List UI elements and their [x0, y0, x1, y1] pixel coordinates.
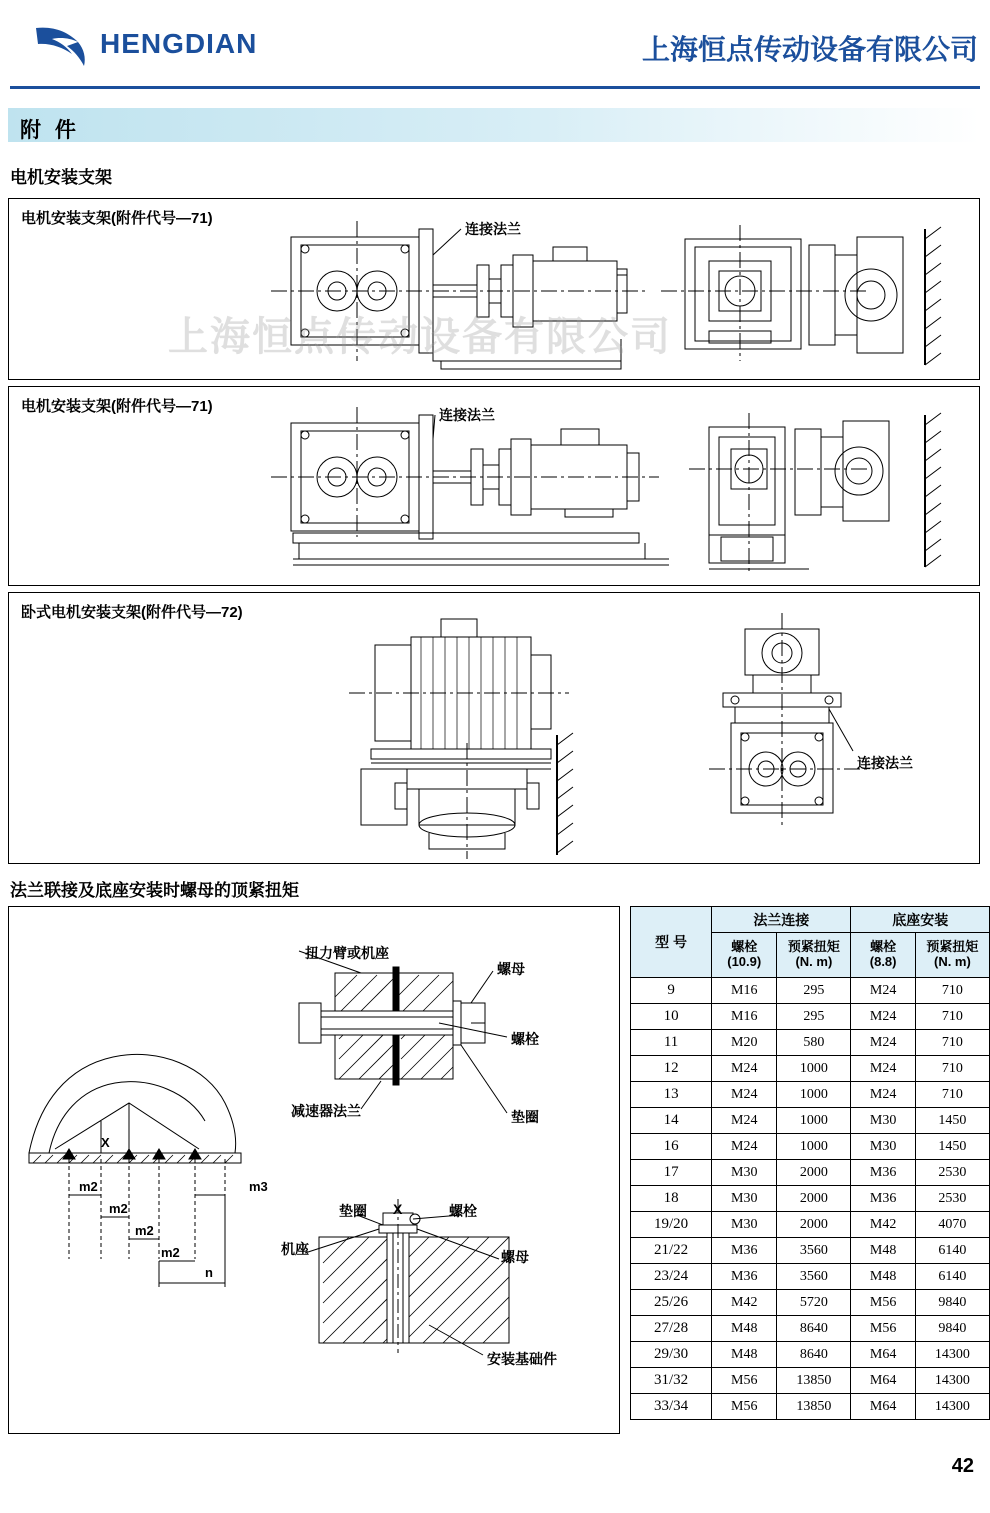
cell-flange-bolt: M36: [712, 1238, 777, 1264]
cell-flange-bolt: M48: [712, 1316, 777, 1342]
cell-base-bolt: M64: [851, 1368, 915, 1394]
table-row: [631, 1056, 990, 1082]
header-base-group: 底座安装: [851, 907, 990, 933]
table-row: [631, 1082, 990, 1108]
subtitle-torque: 法兰联接及底座安装时螺母的顶紧扭矩: [10, 881, 299, 900]
cell-base-torque: 710: [915, 1004, 989, 1030]
cell-base-bolt: M64: [851, 1394, 915, 1420]
cell-base-bolt: M56: [851, 1316, 915, 1342]
cell-base-torque: 14300: [915, 1368, 989, 1394]
cell-base-torque: 9840: [915, 1290, 989, 1316]
table-row: [631, 1264, 990, 1290]
cell-base-torque: 710: [915, 1056, 989, 1082]
cell-model: 18: [631, 1186, 712, 1212]
callout-x-mark: X: [393, 1201, 403, 1217]
table-row: [631, 1212, 990, 1238]
table-row: [631, 1368, 990, 1394]
cell-flange-torque: 8640: [777, 1342, 851, 1368]
cell-base-torque: 6140: [915, 1238, 989, 1264]
cell-model: 25/26: [631, 1290, 712, 1316]
table-row: [631, 1394, 990, 1420]
figure-horizontal-motor-bracket-72: [8, 592, 980, 864]
cell-model: 10: [631, 1004, 712, 1030]
callout-torque-arm: 扭力臂或机座: [305, 945, 389, 961]
cell-flange-bolt: M30: [712, 1212, 777, 1238]
cell-model: 19/20: [631, 1212, 712, 1238]
cell-model: 11: [631, 1030, 712, 1056]
torque-table: [630, 906, 990, 1420]
cell-base-torque: 2530: [915, 1160, 989, 1186]
cell-flange-torque: 13850: [777, 1368, 851, 1394]
cell-flange-bolt: M42: [712, 1290, 777, 1316]
table-row: [631, 1160, 990, 1186]
cell-flange-torque: 295: [777, 1004, 851, 1030]
header-bolt-88: 螺栓 (8.8): [851, 933, 915, 978]
figure-label: 卧式电机安装支架(附件代号—72): [21, 604, 243, 621]
table-row: [631, 1238, 990, 1264]
subtitle-motor-bracket: 电机安装支架: [10, 168, 112, 187]
cell-flange-bolt: M30: [712, 1186, 777, 1212]
cell-base-bolt: M64: [851, 1342, 915, 1368]
cell-flange-bolt: M48: [712, 1342, 777, 1368]
cell-model: 27/28: [631, 1316, 712, 1342]
figure-motor-bracket-71-b: [8, 386, 980, 586]
cell-base-bolt: M24: [851, 978, 915, 1004]
dimension-x: X: [101, 1135, 110, 1150]
figure-3-drawing: [9, 593, 980, 864]
cell-base-torque: 710: [915, 1030, 989, 1056]
cell-model: 12: [631, 1056, 712, 1082]
page-number: 42: [951, 1455, 974, 1477]
cell-flange-torque: 3560: [777, 1264, 851, 1290]
cell-base-bolt: M48: [851, 1264, 915, 1290]
cell-base-bolt: M56: [851, 1290, 915, 1316]
callout-connection-flange: 连接法兰: [857, 755, 913, 771]
cell-model: 14: [631, 1108, 712, 1134]
cell-flange-torque: 5720: [777, 1290, 851, 1316]
cell-model: 13: [631, 1082, 712, 1108]
cell-base-bolt: M30: [851, 1134, 915, 1160]
dimension-n: n: [205, 1265, 213, 1280]
cell-model: 17: [631, 1160, 712, 1186]
callout-bolt-2: 螺栓: [449, 1203, 477, 1219]
header-divider: [10, 86, 980, 89]
cell-flange-bolt: M24: [712, 1056, 777, 1082]
cell-base-torque: 14300: [915, 1394, 989, 1420]
cell-flange-torque: 1000: [777, 1056, 851, 1082]
table-body: [631, 978, 990, 1420]
cell-base-torque: 14300: [915, 1342, 989, 1368]
cell-model: 16: [631, 1134, 712, 1160]
company-name: 上海恒点传动设备有限公司: [641, 34, 978, 65]
brand-text: HENGDIAN: [100, 28, 258, 59]
section-title: 附 件: [20, 119, 80, 142]
callout-bolt: 螺栓: [511, 1031, 539, 1047]
cell-flange-bolt: M16: [712, 978, 777, 1004]
header-flange-torque: 预紧扭矩 (N. m): [777, 933, 851, 978]
cell-model: 21/22: [631, 1238, 712, 1264]
cell-flange-torque: 2000: [777, 1160, 851, 1186]
cell-flange-bolt: M56: [712, 1368, 777, 1394]
cell-base-bolt: M36: [851, 1186, 915, 1212]
cell-flange-bolt: M24: [712, 1082, 777, 1108]
table-row: [631, 1342, 990, 1368]
figure-label: 电机安装支架(附件代号—71): [21, 210, 213, 227]
table-row: [631, 1290, 990, 1316]
callout-foundation: 安装基础件: [487, 1351, 557, 1367]
callout-washer: 垫圈: [511, 1109, 539, 1125]
cell-flange-torque: 3560: [777, 1238, 851, 1264]
cell-flange-torque: 2000: [777, 1186, 851, 1212]
callout-washer-2: 垫圈: [339, 1203, 367, 1219]
table-row: [631, 1004, 990, 1030]
table-header: [631, 907, 990, 978]
watermark-text: 上海恒点传动设备有限公司: [168, 315, 672, 359]
cell-flange-bolt: M20: [712, 1030, 777, 1056]
cell-flange-torque: 8640: [777, 1316, 851, 1342]
header-model: 型 号: [631, 907, 712, 978]
cell-base-torque: 710: [915, 1082, 989, 1108]
table-row: [631, 1316, 990, 1342]
callout-base: 机座: [281, 1241, 309, 1257]
cell-base-bolt: M30: [851, 1108, 915, 1134]
cell-flange-bolt: M24: [712, 1134, 777, 1160]
cell-base-torque: 1450: [915, 1108, 989, 1134]
section-title-bar: [8, 108, 980, 142]
header-bolt-109: 螺栓 (10.9): [712, 933, 777, 978]
cell-flange-torque: 2000: [777, 1212, 851, 1238]
cell-flange-bolt: M16: [712, 1004, 777, 1030]
cell-base-torque: 9840: [915, 1316, 989, 1342]
cell-base-torque: 2530: [915, 1186, 989, 1212]
dimension-m2-c: m2: [135, 1223, 154, 1238]
cell-model: 31/32: [631, 1368, 712, 1394]
cell-model: 9: [631, 978, 712, 1004]
figure-motor-bracket-71-a: [8, 198, 980, 380]
cell-base-bolt: M24: [851, 1004, 915, 1030]
cell-base-bolt: M42: [851, 1212, 915, 1238]
table-row: [631, 978, 990, 1004]
cell-flange-bolt: M36: [712, 1264, 777, 1290]
table-row: [631, 1030, 990, 1056]
cell-model: 33/34: [631, 1394, 712, 1420]
callout-nut-2: 螺母: [501, 1249, 529, 1265]
dimension-m3: m3: [249, 1179, 268, 1194]
dimension-m2-b: m2: [109, 1201, 128, 1216]
cell-flange-torque: 13850: [777, 1394, 851, 1420]
cell-flange-torque: 295: [777, 978, 851, 1004]
cell-base-torque: 6140: [915, 1264, 989, 1290]
cell-base-bolt: M24: [851, 1082, 915, 1108]
callout-connection-flange: 连接法兰: [439, 407, 495, 423]
cell-model: 29/30: [631, 1342, 712, 1368]
cell-model: 23/24: [631, 1264, 712, 1290]
cell-flange-bolt: M24: [712, 1108, 777, 1134]
header-flange-group: 法兰连接: [712, 907, 851, 933]
header-base-torque: 预紧扭矩 (N. m): [915, 933, 989, 978]
dimension-m2-d: m2: [161, 1245, 180, 1260]
cell-flange-torque: 1000: [777, 1134, 851, 1160]
cell-base-bolt: M48: [851, 1238, 915, 1264]
cell-base-bolt: M24: [851, 1056, 915, 1082]
cell-flange-torque: 580: [777, 1030, 851, 1056]
callout-reducer-flange: 减速器法兰: [291, 1103, 361, 1119]
cell-flange-bolt: M56: [712, 1394, 777, 1420]
cell-flange-torque: 1000: [777, 1108, 851, 1134]
callout-connection-flange: 连接法兰: [465, 221, 521, 237]
page-header: [0, 0, 990, 88]
callout-nut: 螺母: [497, 961, 525, 977]
cell-flange-bolt: M30: [712, 1160, 777, 1186]
figure-label: 电机安装支架(附件代号—71): [21, 398, 213, 415]
cell-flange-torque: 1000: [777, 1082, 851, 1108]
cell-base-torque: 4070: [915, 1212, 989, 1238]
table-row: [631, 1134, 990, 1160]
table-row: [631, 1108, 990, 1134]
dimension-m2-a: m2: [79, 1179, 98, 1194]
cell-base-bolt: M24: [851, 1030, 915, 1056]
cell-base-torque: 1450: [915, 1134, 989, 1160]
figure-bolt-detail: [8, 906, 620, 1434]
table-row: [631, 1186, 990, 1212]
cell-base-bolt: M36: [851, 1160, 915, 1186]
cell-base-torque: 710: [915, 978, 989, 1004]
hengdian-logo-icon: [34, 22, 88, 70]
